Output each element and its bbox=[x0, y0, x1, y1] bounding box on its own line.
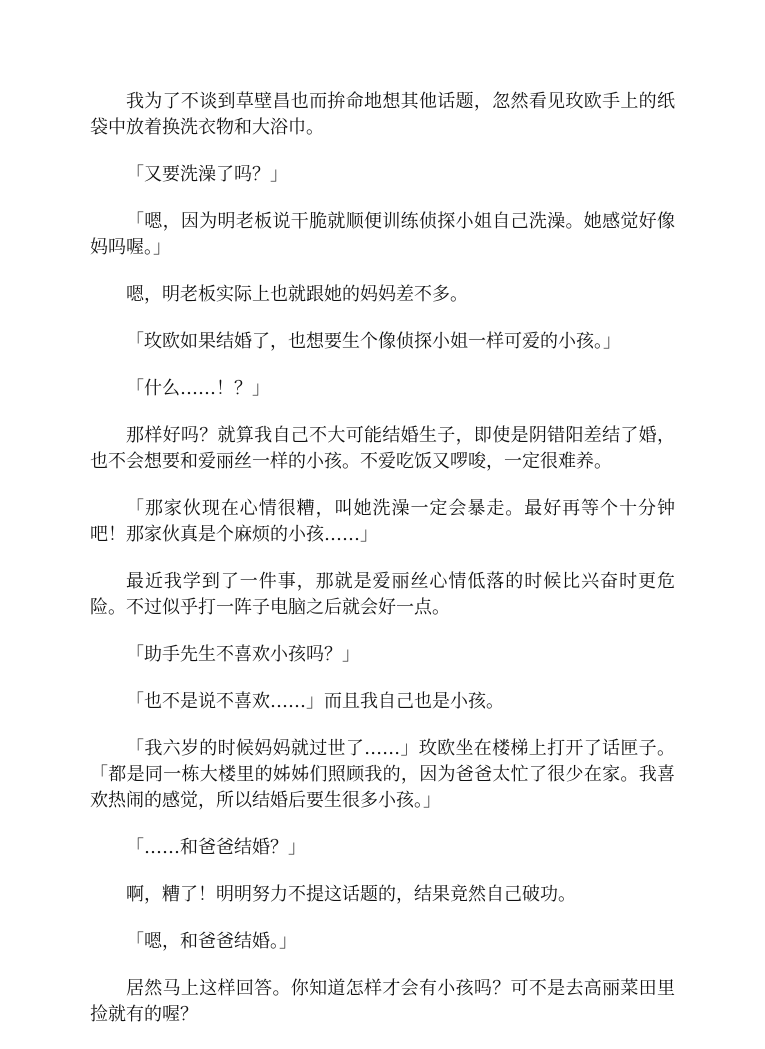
paragraph: 「我六岁的时候妈妈就过世了……」玫欧坐在楼梯上打开了话匣子。「都是同一栋大楼里的姊姊们照顾我的，因为爸爸太忙了很少在家。我喜欢热闹的感觉，所以结婚后要生很多小孩。」 bbox=[90, 738, 675, 811]
paragraph: 我为了不谈到草壁昌也而拚命地想其他话题，忽然看见玫欧手上的纸袋中放着换洗衣物和大浴巾。 bbox=[90, 91, 675, 138]
paragraph: 「又要洗澡了吗？」 bbox=[126, 164, 288, 185]
paragraph: 啊，糟了！明明努力不提这话题的，结果竟然自己破功。 bbox=[126, 884, 576, 905]
paragraph: 「那家伙现在心情很糟，叫她洗澡一定会暴走。最好再等个十分钟吧！那家伙真是个麻烦的小孩……」 bbox=[90, 498, 675, 545]
paragraph: 最近我学到了一件事，那就是爱丽丝心情低落的时候比兴奋时更危险。不过似乎打一阵子电脑之后就会好一点。 bbox=[90, 571, 675, 618]
page-body bbox=[90, 89, 675, 1049]
paragraph: 「嗯，和爸爸结婚。」 bbox=[126, 931, 297, 952]
paragraph: 「……和爸爸结婚？」 bbox=[126, 837, 306, 858]
paragraph: 居然马上这样回答。你知道怎样才会有小孩吗？可不是去高丽菜田里捡就有的喔？ bbox=[90, 978, 675, 1025]
paragraph: 「助手先生不喜欢小孩吗？」 bbox=[126, 644, 360, 665]
paragraph: 「什么……！？」 bbox=[126, 378, 270, 399]
paragraph: 「嗯，因为明老板说干脆就顺便训练侦探小姐自己洗澡。她感觉好像妈吗喔。」 bbox=[90, 211, 675, 258]
paragraph: 那样好吗？就算我自己不大可能结婚生子，即使是阴错阳差结了婚，也不会想要和爱丽丝一样的小孩。不爱吃饭又啰唆，一定很难养。 bbox=[90, 425, 675, 472]
paragraph: 嗯，明老板实际上也就跟她的妈妈差不多。 bbox=[126, 284, 468, 305]
paragraph: 「也不是说不喜欢……」而且我自己也是小孩。 bbox=[126, 691, 504, 712]
paragraph: 「玫欧如果结婚了，也想要生个像侦探小姐一样可爱的小孩。」 bbox=[126, 331, 621, 352]
